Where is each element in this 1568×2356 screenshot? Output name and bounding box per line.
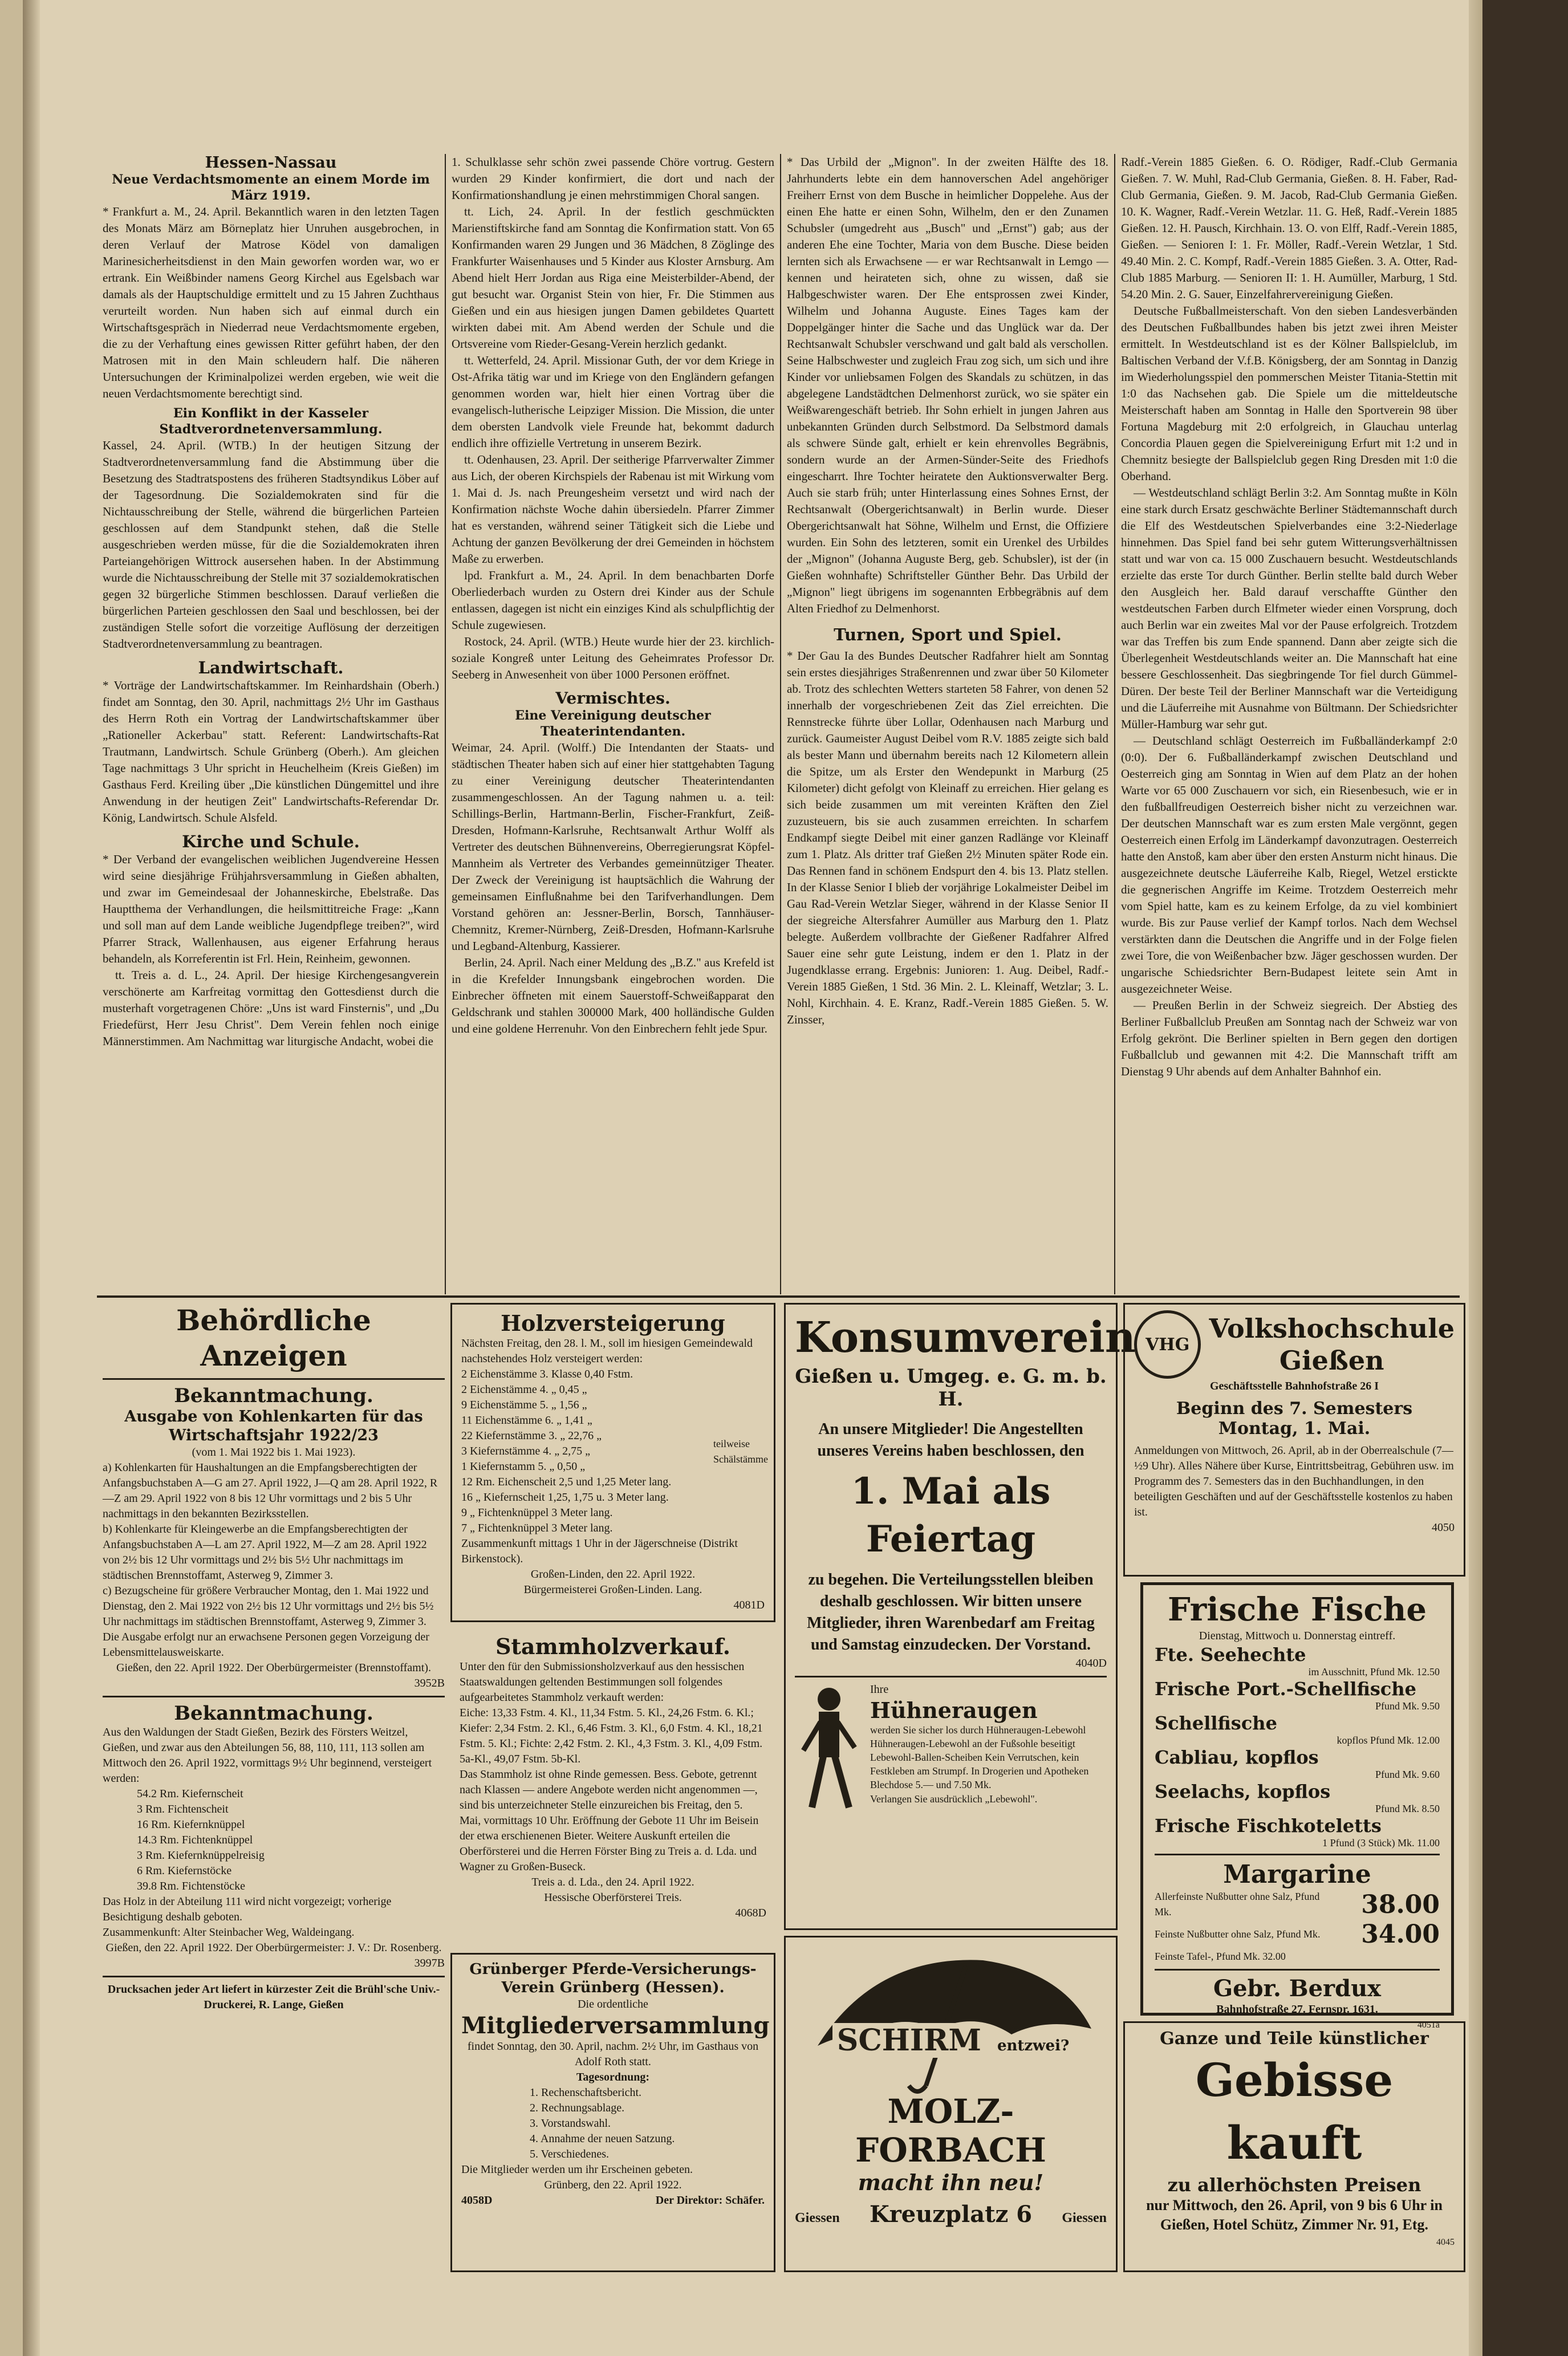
article-column-2 xyxy=(452,154,774,1294)
list-item: 54.2 Rm. Kiefernscheit xyxy=(137,1788,243,1800)
ad-days: Dienstag, Mittwoch u. Donnerstag eintreff. xyxy=(1199,1630,1396,1642)
ad-code: 4081D xyxy=(733,1599,765,1611)
timber-sale-ad xyxy=(450,1628,775,1947)
ad-paragraph: nur Mittwoch, den 26. April, von 9 bis 6 Uhr in Gießen, Hotel Schütz, Zimmer Nr. 91, Etg. xyxy=(1146,2197,1443,2233)
article-column-4 xyxy=(1121,154,1457,1294)
official-notices-ad xyxy=(103,1303,445,2266)
notice-paragraph: Die Ausgabe erfolgt nur an erwachsene Personen gegen Vorzeigung der Lebensmittelausweiskarte. xyxy=(103,1631,429,1659)
ad-address: Kreuzplatz 6 xyxy=(869,2201,1033,2228)
notice-paragraph: c) Bezugscheine für größere Verbraucher Montag, den 1. Mai 1922 und Dienstag, den 2. Mai 1922 von 2½ bis 12 Uhr vormittags und 2½ bis 5½ Uhr nachmittags im städtischen Brennstoffamt, Asterweg 9, Zimmer 3. xyxy=(103,1585,434,1628)
ad-big-text: 1. Mai als Feiertag xyxy=(851,1470,1051,1561)
ad-paragraph: Anmeldungen von Mittwoch, 26. April, ab in der Oberrealschule (7—½9 Uhr). Alles Nähere über Kurse, Eintrittsbeitrag, Gebühren usw. im Programm des 7. Semesters das in den Buchhandlungen, in den beteiligten Geschäften und auf der Geschäftsstelle kostenlos zu haben ist. xyxy=(1134,1444,1454,1518)
page-right-edge xyxy=(1469,0,1482,2356)
list-item: 3 Rm. Fichtenscheit xyxy=(137,1803,229,1815)
corn-remedy-ad xyxy=(795,1682,1107,1813)
fish-name: Frische Fischkoteletts xyxy=(1155,1815,1382,1837)
ad-paragraph: Das Stammholz ist ohne Rinde gemessen. Bess. Gebote, getrennt nach Klassen — andere Angebote werden nicht angenommen —, sind bis unterzeichneter Stelle einzureichen bis Freitag, den 5. Mai, vormittags 10 Uhr. Eröffnung der Gebote 11 Uhr im Beisein der etwa erschienenen Bieter. Weitere Auskunft erteilen die Oberförsterei und die Herren Förster Bing zu Treis a. d. Lda. und Wagner zu Großen-Buseck. xyxy=(460,1768,759,1873)
section-heading: Hessen-Nassau xyxy=(205,154,337,172)
notice-subheading: Ausgabe von Kohlenkarten für das Wirtschaftsjahr 1922/23 xyxy=(124,1408,423,1444)
page-fold-shadow xyxy=(23,0,40,2356)
fresh-fish-ad xyxy=(1140,1582,1454,2030)
notice-paragraph: Aus den Waldungen der Stadt Gießen, Bezirk des Försters Weitzel, Gießen, und zwar aus den Abteilungen 56, 88, 110, 111, 113 sollen am Mittwoch den 26. April 1922, vormittags 9½ Uhr beginnend, versteigert werden: xyxy=(103,1726,432,1785)
ad-signature: Grünberg, den 22. April 1922. xyxy=(544,2179,682,2191)
notice-period: (vom 1. Mai 1922 bis 1. Mai 1923). xyxy=(192,1446,356,1459)
ad-company: Gebr. Berdux xyxy=(1213,1975,1382,2002)
list-item: 7 „ Fichtenknüppel 3 Meter lang. xyxy=(461,1522,613,1534)
column-rule xyxy=(780,154,781,1294)
list-item: 3 Rm. Kiefernknüppelreisig xyxy=(137,1849,265,1862)
fish-price: Pfund Mk. 9.60 xyxy=(1375,1769,1440,1780)
list-item: 16 Rm. Kiefernknüppel xyxy=(137,1818,245,1831)
association-meeting-ad xyxy=(450,1953,775,2272)
price-value: 38.00 xyxy=(1361,1890,1440,1919)
article-paragraph: Berlin, 24. April. Nach einer Meldung des „B.Z." aus Krefeld ist in die Krefelder Innungsbank eingebrochen worden. Die Einbrecher öffneten mit einem Sauerstoff-Schweißapparat den Geldschrank und stahlen 300000 Mark, 400 holländische Gulden und eine goldene Herrenuhr. Von den Einbrechern fehlt jede Spur. xyxy=(452,956,774,1035)
ad-signature: Großen-Linden, den 22. April 1922. xyxy=(530,1568,696,1581)
ad-signature: Bürgermeisterei Großen-Linden. Lang. xyxy=(523,1583,702,1596)
ad-heading: Mitgliederversammlung xyxy=(461,2012,770,2039)
ad-signature: Treis a. d. Lda., den 24. April 1922. xyxy=(531,1876,694,1888)
price-label: Feinste Tafel-, Pfund Mk. 32.00 xyxy=(1155,1951,1286,1962)
walking-man-icon xyxy=(795,1682,863,1813)
ad-title: Holzversteigerung xyxy=(501,1310,725,1336)
list-item: 1 Kiefernstamm 5. „ 0,50 „ xyxy=(461,1460,586,1473)
article-paragraph: * Das Urbild der „Mignon". In der zweiten Hälfte des 18. Jahrhunderts lebte ein dem hannoverschen Adel angehöriger Freiherr Ernst von dem Busche in heimlicher Doppelehe. Aus der einen Ehe hatte er einen Sohn, Wilhelm, den er den Zunamen Schubsler (umgedreht aus „Busch" und „Ernst") gab; aus der anderen Ehe eine Tochter, Maria von dem Busche. Diese beiden lernten sich als Erwachsene — er war Rechtsanwalt in Lemgo — kennen und heirateten sich, ohne zu wissen, daß sie Halbgeschwister waren. Der Ehe entsprossen zwei Kinder, Wilhelm und Johanna Auguste. Eines Tages kam der Doppelgänger hinter die Sache und das Unglück war da. Der Rechtsanwalt Schubsler verschwand und galt bald als verschollen. Seine Halbschwester und zugleich Frau zog sich, um sich und ihre Kinder vor unliebsamen Folgen des Skandals zu schützen, in das abgelegene Landstädtchen Delmenhorst zurück, wo sie später ein Weißwarengeschäft betrieb. Ihr Sohn erhielt in jungen Jahren aus unbekannten Gründen durch Selbstmord. Da Selbstmord damals als schwere Sünde galt, erhielt er kein ehrenvolles Begräbnis, sondern wurde an der Armen-Sünder-Seite des Friedhofs eingescharrt. Ihre Tochter heiratete den Auktionsverwalter Berg. Auch sie starb früh; unter Hinterlassung eines Sohnes Ernst, der Rechtsanwalt (Obergerichtsanwalt) in Berlin wurde. Dieser Obergerichtsanwalt hat Söhne, Wilhelm und Ernst, die Offiziere wurden. Ein Sohn des letzteren, somit ein Urenkel des Urbildes der „Mignon" (Johanna Auguste Berg, geb. Schubsler), ist der (in Gießen wohnhafte) Schriftsteller Günther Behr. Das Urbild der „Mignon" liegt übrigens im sogenannten Erbbegräbnis auf dem Alten Friedhof zu Delmenhorst. xyxy=(787,155,1108,615)
article-headline: Ein Konflikt in der Kasseler Stadtverordnetenversammlung. xyxy=(159,406,383,437)
article-column-1 xyxy=(103,154,439,1294)
notice-heading: Bekanntmachung. xyxy=(174,1702,373,1725)
ad-title: Frische Fische xyxy=(1167,1591,1427,1628)
ad-signature: Der Direktor: Schäfer. xyxy=(655,2194,765,2207)
notice-heading: Bekanntmachung. xyxy=(174,1384,373,1407)
list-item: 9 Eichenstämme 5. „ 1,56 „ xyxy=(461,1399,587,1411)
list-item: 2. Rechnungsablage. xyxy=(530,2102,625,2114)
ad-code: 4045 xyxy=(1436,2237,1455,2247)
ad-subtitle: zu allerhöchsten Preisen xyxy=(1167,2174,1421,2196)
ad-subtitle: Die ordentliche xyxy=(578,1998,648,2010)
list-item: 14.3 Rm. Fichtenknüppel xyxy=(137,1834,253,1846)
list-item: 3 Kiefernstämme 4. „ 2,75 „ xyxy=(461,1445,591,1457)
list-item: 2 Eichenstämme 4. „ 0,45 „ xyxy=(461,1383,587,1396)
margarine-heading: Margarine xyxy=(1223,1860,1371,1889)
ad-code: 4068D xyxy=(735,1907,766,1919)
printer-footer: Drucksachen jeder Art liefert in kürzester Zeit die Brühl'sche Univ.-Druckerei, R. Lange, Gießen xyxy=(107,1983,440,2011)
list-item: 16 „ Kiefernscheit 1,25, 1,75 u. 3 Meter lang. xyxy=(461,1491,669,1504)
fish-name: Cabliau, kopflos xyxy=(1155,1746,1319,1768)
list-item: 5. Verschiedenes. xyxy=(530,2148,610,2160)
adult-school-ad xyxy=(1123,1303,1465,1577)
fish-name: Schellfische xyxy=(1155,1712,1277,1734)
notice-paragraph: Das Holz in der Abteilung 111 wird nicht vorgezeigt; vorherige Besichtigung deshalb geboten. xyxy=(103,1895,392,1923)
price-label: Feinste Nußbutter ohne Salz, Pfund Mk. xyxy=(1155,1928,1321,1940)
ad-city: Giessen xyxy=(1062,2211,1107,2225)
article-paragraph: — Deutschland schlägt Oesterreich im Fußballänderkampf 2:0 (0:0). Der 6. Fußballänderkampf zwischen Deutschland und Oesterreich ging am Sonntag in Wien auf dem Platz an der hohen Warte vor 65 000 Zuschauern vor sich, ein Riesenbesuch, wie er in den fußballfreudigen Oesterreich bisher nicht zu verzeichnen war. Der deutschen Mannschaft war es zum ersten Male vergönnt, gegen Oesterreich einen Erfolg im Länderkampf davonzutragen. Oesterreich hatte den Anstoß, kam aber über den ersten Ansturm nicht hinaus. Die ausgezeichnete deutsche Läuferreihe Kalb, Riegel, Wetzel erstickte die gegnerischen Angriffe im Keime. Trotzdem Oesterreich mehr vom Spiel hatte, kam es zu keinem Erfolge, da zu viel kombiniert wurde. Bis zur Pause verlief der Kampf torlos. Nach dem Wechsel verstärkten dann die Deutschen die Angriffe und in der Folge fielen zwei Tore, die von Weißenbacher bzw. Jäger geschossen wurden. Der ungarische Schiedsrichter Bern-Budapest leitete sein Amt in ausgezeichneter Weise. xyxy=(1121,734,1457,996)
section-heading: Kirche und Schule. xyxy=(182,832,360,851)
ad-title: Stammholzverkauf. xyxy=(495,1634,731,1659)
fish-name: Fte. Seehechte xyxy=(1155,1644,1306,1666)
list-item: 22 Kiefernstämme 3. „ 22,76 „ xyxy=(461,1429,602,1442)
fish-name: Seelachs, kopflos xyxy=(1155,1781,1331,1802)
article-paragraph: lpd. Frankfurt a. M., 24. April. In dem benachbarten Dorfe Oberliederbach wurden zu Ostern drei Kinder aus der Schule entlassen, dagegen ist nicht ein einziges Kind als schulpflichtig der Schule zugewiesen. xyxy=(452,568,774,632)
article-column-3 xyxy=(787,154,1108,1294)
ad-heading: Beginn des 7. Semesters Montag, 1. Mai. xyxy=(1176,1399,1413,1439)
ad-code: 4040D xyxy=(1075,1657,1107,1669)
list-item: 3. Vorstandswahl. xyxy=(530,2117,611,2130)
article-paragraph: * Frankfurt a. M., 24. April. Bekanntlich waren in den letzten Tagen des Monats März am Börneplatz hier Unruhen ausgebrochen, in deren Verlauf der Matrose Ködel von damaligen Marinesicherheitsdienst in den Main geworfen worden war, wo er ertrank. Ein Weißbinder namens Georg Kirchel aus Egelsbach war damals als der Hauptschuldige ermittelt und zu 15 Jahren Zuchthaus verurteilt worden. Nun haben sich auf einmal durch ein Wirtschaftsgespräch in Niederrad neue Verdachtsmomente ergeben, die zu der Verhaftung eines gewissen Ritter geführt haben, der den Matrosen mit in den Main schleudern half. Die näheren Untersuchungen der Kriminalpolizei werden ergeben, wie weit die neuen Verdachtsmomente berechtigt sind. xyxy=(103,205,439,400)
ad-office: Geschäftsstelle Bahnhofstraße 26 I xyxy=(1209,1380,1379,1392)
ad-subtitle: Gießen u. Umgeg. e. G. m. b. H. xyxy=(795,1365,1107,1411)
ad-meeting: Zusammenkunft mittags 1 Uhr in der Jägerschneise (Distrikt Birkenstock). xyxy=(461,1537,738,1565)
article-paragraph: tt. Odenhausen, 23. April. Der seitherige Pfarrverwalter Zimmer aus Lich, der oberen Kirchspiels der Rabenau ist mit Wirkung vom 1. Mai d. Js. nach Preungesheim versetzt und wird nach der Konfirmation nächste Woche dahin übersiedeln. Pfarrer Zimmer hat es verstanden, während seiner Tätigkeit sich die Liebe und Achtung der ganzen Bevölkerung der drei Gemeinden in höchstem Maße zu erwerben. xyxy=(452,453,774,566)
ad-signature: Hessische Oberförsterei Treis. xyxy=(544,1891,682,1904)
ad-keyword: SCHIRM xyxy=(832,2023,986,2058)
ads-divider xyxy=(97,1295,1460,1298)
ad-paragraph: Eiche: 13,33 Fstm. 4. Kl., 11,34 Fstm. 5. Kl., 24,26 Fstm. 6. Kl.; Kiefer: 2,34 Fstm. 2. Kl., 6,46 Fstm. 3. Kl., 6,0 Fstm. 4. Kl., 18,21 Fstm. 5. Kl.; Fichte: 2,42 Fstm. 2. Kl., 4,3 Fstm. 3. Kl., 4,09 Fstm. 5a-Kl., 49,07 Fstm. 5b-Kl. xyxy=(460,1707,763,1765)
list-item: 9 „ Fichtenknüppel 3 Meter lang. xyxy=(461,1506,613,1519)
ad-title: Hühneraugen xyxy=(870,1697,1038,1723)
umbrella-repair-ad xyxy=(784,1936,1118,2272)
article-paragraph: Radf.-Verein 1885 Gießen. 6. O. Rödiger, Radf.-Club Germania Gießen. 7. W. Muhl, Rad-Club Germania, Gießen. 8. H. Faber, Rad-Club Germania, Gießen. 9. M. Jacob, Rad-Club Germania Gießen. 10. K. Wagner, Radf.-Verein Wetzlar. 11. G. Heß, Radf.-Verein 1885 Gießen. 12. H. Pausch, Kirchhain. 13. O. von Elff, Radf.-Verein 1885, Gießen. — Senioren I: 1. Fr. Möller, Radf.-Verein Wetzlar, 1 Std. 49.40 Min. 2. C. Kompf, Radf.-Verein 1885 Gießen. 3. A. Otter, Rad-Club 1885 Marburg. — Senioren II: 1. H. Aumüller, Marburg, 1 Std. 54.20 Min. 2. G. Sauer, Einzelfahrervereinigung Gießen. xyxy=(1121,155,1457,301)
article-paragraph: tt. Treis a. d. L., 24. April. Der hiesige Kirchengesangverein verschönerte am Karfreitag vormittag den Gottesdienst durch die musterhaft vorgetragenen Chöre: „Uns ist ward Finsternis", und „Du Friedefürst, Herr Jesu Christ". Dem Verein fehlen noch einige Männerstimmen. Am Nachmittag war liturgische Andacht, wobei die xyxy=(103,968,439,1048)
article-paragraph: 1. Schulklasse sehr schön zwei passende Chöre vortrug. Gestern wurden 29 Kinder konfirmiert, die dort und nach der Konfirmationshandlung je einen mehrstimmigen Choral sangen. xyxy=(452,155,774,202)
ad-lead: Ihre xyxy=(870,1683,889,1696)
ad-title: Volkshochschule Gießen xyxy=(1209,1313,1455,1376)
column-rule xyxy=(445,154,446,1294)
notice-paragraph: Zusammenkunft: Alter Steinbacher Weg, Waldeingang. xyxy=(103,1926,355,1939)
list-item: 6 Rm. Kiefernstöcke xyxy=(137,1865,232,1877)
ad-code: 4058D xyxy=(461,2194,493,2207)
list-item: 1. Rechenschaftsbericht. xyxy=(530,2086,642,2099)
fish-price: Pfund Mk. 9.50 xyxy=(1375,1700,1440,1712)
fish-price: Pfund Mk. 8.50 xyxy=(1375,1803,1440,1814)
article-paragraph: * Der Verband der evangelischen weiblichen Jugendvereine Hessen wird seine diesjährige Frühjahrsversammlung in Gießen abhalten, und zwar im Gemeindesaal der Johanneskirche, Ebelstraße. Das Hauptthema der Verhandlungen, die heilsmittitreiche Frage: „Kann und soll man auf dem Lande weibliche Jugendpflege treiben?", wird Pfarrer Strack, Wallenhausen, aus eigener Erfahrung heraus behandeln, als Korreferentin ist Frl. Hein, Reinheim, gewonnen. xyxy=(103,852,439,965)
list-item: 2 Eichenstämme 3. Klasse 0,40 Fstm. xyxy=(461,1368,633,1380)
article-headline: Eine Vereinigung deutscher Theaterintendanten. xyxy=(515,708,711,739)
ad-code: 4051a xyxy=(1417,2020,1440,2030)
wood-list xyxy=(103,1786,445,1894)
article-paragraph: * Vorträge der Landwirtschaftskammer. Im Reinhardshain (Oberh.) findet am Sonntag, den 30. April, nachmittags 2½ Uhr im Gasthaus des Herrn Roth ein Vortrag der Landwirtschaftskammer über „Rationeller Ackerbau" statt. Referent: Landwirtschafts-Rat Trautmann, Landwirtsch. Schule Grünberg (Oberh.). Am gleichen Tage nachmittags 3 Uhr spricht in Heuchelheim (Kreis Gießen) im Gasthaus Ferd. Kreiling über „Die künstlichen Düngemittel und ihre Anwendung in der heutigen Zeit" Landwirtschafts-Referendar Dr. König, Landwirtsch. Schule Alsfeld. xyxy=(103,679,439,824)
ad-city: Giessen xyxy=(795,2211,840,2225)
dentures-buyer-ad xyxy=(1123,2021,1465,2272)
ad-paragraph: Unter den für den Submissionsholzverkauf aus den hessischen Staatswaldungen geltenden Bestimmungen soll folgendes aufgearbeitetes Stammholz verkauft werden: xyxy=(460,1660,745,1704)
agenda-list xyxy=(461,2085,765,2162)
ad-slogan: macht ihn neu! xyxy=(858,2170,1044,2195)
ad-paragraph: Die Mitglieder werden um ihr Erscheinen gebeten. xyxy=(461,2163,693,2176)
column-rule xyxy=(1114,154,1115,1294)
newspaper-page xyxy=(23,0,1482,2356)
notice-signature: Gießen, den 22. April 1922. Der Oberbürgermeister (Brennstoffamt). xyxy=(116,1662,431,1674)
ad-intro: Nächsten Freitag, den 28. l. M., soll im hiesigen Gemeindewald nachstehendes Holz versteigert werden: xyxy=(461,1337,753,1365)
ad-title: Grünberger Pferde-Versicherungs-Verein Grünberg (Hessen). xyxy=(469,1961,757,1996)
section-heading: Turnen, Sport und Spiel. xyxy=(834,625,1062,644)
fish-price: 1 Pfund (3 Stück) Mk. 11.00 xyxy=(1322,1837,1440,1849)
ad-lead: Ganze und Teile künstlicher xyxy=(1160,2029,1429,2049)
article-paragraph: — Preußen Berlin in der Schweiz siegreich. Der Abstieg des Berliner Fußballclub Preußen am Sonntag nach der Schweiz war von Erfolg gekrönt. Die Berliner spielten in Bern gegen den dortigen Fußballclub und gewannen mit 4:2. Die Mannschaft trifft am Dienstag 9 Uhr abends auf dem Anhalter Bahnhof ein. xyxy=(1121,998,1457,1078)
ad-paragraph: Verlangen Sie ausdrücklich „Lebewohl". xyxy=(870,1793,1038,1805)
article-headline: Neue Verdachtsmomente an einem Morde im März 1919. xyxy=(112,172,430,203)
article-paragraph: Weimar, 24. April. (Wolff.) Die Intendanten der Staats- und städtischen Theater haben sich auf einer hier stattgehabten Tagung zu einer Vereinigung deutscher Theaterintendanten zusammengeschlossen. An der Tagung nahmen u. a. teil: Schillings-Berlin, Hartmann-Berlin, Fischer-Frankfurt, Zeiß-Dresden, Hofmann-Karlsruhe, Rechtsanwalt Arthur Wolff als Vertreter des deutschen Bühnenvereins, Oberregierungsrat Köpfel-Mannheim als Vertreter des Verbandes gemeinnütziger Theater. Der Zweck der Vereinigung ist hauptsächlich die Wahrung der gemeinsamen Einflußnahme bei den Tarifverhandlungen. Dem Vorstand gehören an: Jessner-Berlin, Borsch, Tannhäuser-Chemnitz, Kremer-Nürnberg, Zeiß-Dresden, Hofmann-Karlsruhe und Legband-Altenburg, Kassierer. xyxy=(452,741,774,953)
article-paragraph: tt. Lich, 24. April. In der festlich geschmückten Marienstiftskirche fand am Sonntag die Konfirmation statt. Von 65 Konfirmanden waren 29 Jungen und 36 Mädchen, 8 Zöglinge des Frankfurter Waisenhauses und 5 Kinder aus Kloster Arnsburg. Am Abend hielt Herr Jordan aus Riga eine Meisterbilder-Abend, der gut besucht war. Organist Stein von hier, Fr. Die Stimmen aus Gießen und ein aus hiesigen jungen Damen gebildetes Quartett wirkten dabei mit. Am Abend werden der Schule und die Ortsvereine vom Rieder-Gesang-Verein herzlich gedankt. xyxy=(452,205,774,351)
notice-code: 3952B xyxy=(414,1677,445,1689)
article-paragraph: tt. Wetterfeld, 24. April. Missionar Guth, der vor dem Kriege in Ost-Afrika tätig war und im Kriege von den Engländern gefangen genommen worden war, hielt hier einen Vortrag über die evangelisch-lutherische Leipziger Mission. Die Mission, die unter dem obersten Landvolk viele Freunde hat, bekommt dadurch endlich ihre offizielle Vertretung in unserem Bezirk. xyxy=(452,354,774,450)
note: teilweise Schälstämme xyxy=(713,1437,768,1465)
list-item: 4. Annahme der neuen Satzung. xyxy=(530,2132,675,2145)
list-item: 11 Eichenstämme 6. „ 1,41 „ xyxy=(461,1414,592,1427)
article-paragraph: Kassel, 24. April. (WTB.) In der heutigen Sitzung der Stadtverordnetenversammlung fand die Abstimmung über die Besetzung des Stadtratspostens des früheren Stadtsyndikus Löber auf der Tagesordnung. Die Sozialdemokraten sind für die Nichtausschreibung der Stelle, während die bürgerlichen Parteien geschlossen auf dem Standpunkt stehen, daß die Stelle ausgeschrieben werden müsse, für die die Sozialdemokraten ihren Parteiangehörigen Wittrock ausersehen haben. In der Abstimmung wurde die Nichtausschreibung der Stelle mit 37 sozialdemokratischen gegen 32 bürgerliche Stimmen beschlossen. Darauf verließen die bürgerlichen Parteien geschlossen den Saal und beschlossen, bei der zuständigen Stelle sofort die vorzeitige Auflösung der derzeitigen Stadtverordnetenversammlung zu beantragen. xyxy=(103,438,439,651)
notice-code: 3997B xyxy=(414,1957,445,1969)
wood-items xyxy=(461,1367,768,1536)
ad-title: Behördliche Anzeigen xyxy=(176,1303,371,1372)
ad-paragraph: werden Sie sicher los durch Hühneraugen-Lebewohl Hühneraugen-Lebewohl an der Fußsohle beseitigt Lebewohl-Ballen-Scheiben Kein Verrutschen, kein Festkleben am Strumpf. In Drogerien und Apotheken Blechdose 5.— und 7.50 Mk. xyxy=(870,1724,1089,1790)
ad-paragraph: zu begehen. Die Verteilungsstellen bleiben deshalb geschlossen. Wir bitten unsere Mitglieder, ihren Warenbedarf am Freitag und Samstag einzudecken. Der Vorstand. xyxy=(807,1571,1095,1654)
fish-name: Frische Port.-Schellfische xyxy=(1155,1678,1416,1700)
ad-paragraph: An unsere Mitglieder! Die Angestellten unseres Vereins haben beschlossen, den xyxy=(817,1420,1084,1460)
article-paragraph: — Westdeutschland schlägt Berlin 3:2. Am Sonntag mußte in Köln eine stark durch Ersatz geschwächte Berliner Städtemannschaft durch die Elf des Westdeutschen Spielverbandes eine 3:2-Niederlage hinnehmen. Das Spiel fand bei sehr gutem Witterungsverhältnissen statt und war von ca. 15 000 Zuschauern besucht. Westdeutschlands erzielte das erste Tor durch Günther. Berlin stellte bald durch Weber den Ausgleich her. Bald darauf verschaffte Günther den westdeutschen Farben durch Elfmeter wieder einen Vorsprung, doch auch Berlin war ein zweites Mal vor der Pause erfolgreich. Trotzdem war das Treffen bis zum Ende spannend. Dann aber zeigte sich die Überlegenheit Westdeutschlands weiter an. Die Mannschaft hat eine bessere Geschlossenheit. Das siegbringende Tor fiel durch Gümmel-Düren. Der beste Teil der Berliner Mannschaft war die Verteidigung und die Läuferreihe mit Ausnahme von Bültmann. Der Schiedsrichter Müller-Hamburg war sehr gut. xyxy=(1121,486,1457,731)
ad-paragraph: findet Sonntag, den 30. April, nachm. 2½ Uhr, im Gasthaus von Adolf Roth statt. xyxy=(467,2040,759,2068)
fish-price: kopflos Pfund Mk. 12.00 xyxy=(1337,1734,1440,1746)
agenda-title: Tagesordnung: xyxy=(576,2071,650,2083)
notice-paragraph: a) Kohlenkarten für Haushaltungen an die Empfangsberechtigten der Anfangsbuchstaben A—G am 27. April 1922, J—Q am 28. April 1922, R—Z am 29. April 1922 von 8 bis 12 Uhr vormittags und 2 bis 5 Uhr nachmittags in den bekannten Bezirksstellen. xyxy=(103,1461,438,1520)
ad-address: Bahnhofstraße 27. Fernspr. 1631. xyxy=(1216,2003,1378,2016)
price-label: Allerfeinste Nußbutter ohne Salz, Pfund Mk. xyxy=(1155,1891,1320,1918)
article-paragraph: Deutsche Fußballmeisterschaft. Von den sieben Landesverbänden des Deutschen Fußballbundes haben bis jetzt zwei ihren Meister ermittelt. In Westdeutschland ist es der Kölner Ballspielclub, im Baltischen Verband der V.f.B. Königsberg, der am Sonntag in Danzig im Wiederholungsspiel den pommerschen Meister Titania-Stettin mit 1:0 das Nachsehen gab. Die Spiele um die mitteldeutsche Meisterschaft haben am Sonntag in Halle den Sportverein 98 über Fortuna Magdeburg mit 2:0 erfolgreich, in Glauchau unterlag Concordia Plauen gegen die Spielvereinigung Erfurt mit 1:2 und in Chemnitz besiegte der Ballspielclub gegen Ring Dresden mit 1:0 die Oberhand. xyxy=(1121,304,1457,483)
ad-question: entzwei? xyxy=(997,2037,1070,2054)
school-logo-icon: VHG xyxy=(1134,1310,1201,1379)
wood-auction-ad xyxy=(450,1303,775,1622)
adjacent-page-edge xyxy=(0,0,23,2356)
ad-company: MOLZ-FORBACH xyxy=(855,2092,1046,2170)
notice-paragraph: b) Kohlenkarte für Kleingewerbe an die Empfangsberechtigten der Anfangsbuchstaben A—L am 27. April 1922, M—Z am 28. April 1922 von 2½ bis 12 Uhr vormittags und 2½ bis 5½ Uhr nachmittags im städtischen Brennstoffamt, Asterweg 9, Zimmer 3. xyxy=(103,1523,427,1582)
price-value: 34.00 xyxy=(1361,1920,1440,1949)
fish-price-list xyxy=(1155,1644,1440,1849)
section-heading: Vermischtes. xyxy=(555,689,671,708)
consumer-coop-ad xyxy=(784,1303,1136,1930)
ad-code: 4050 xyxy=(1432,1521,1455,1534)
list-item: 12 Rm. Eichenscheit 2,5 und 1,25 Meter lang. xyxy=(461,1476,672,1488)
fish-price: im Ausschnitt, Pfund Mk. 12.50 xyxy=(1308,1666,1440,1677)
ad-title: Konsumverein xyxy=(795,1313,1136,1362)
section-heading: Landwirtschaft. xyxy=(198,658,344,677)
article-paragraph: * Der Gau Ia des Bundes Deutscher Radfahrer hielt am Sonntag sein erstes diesjähriges Straßenrennen und zwar über 50 Kilometer ab. Trotz des schlechten Wetters starteten 58 Fahrer, von denen 52 innerhalb der vorgeschriebenen Zeit das Ziel erreichten. Die Rennstrecke führte über Lollar, Odenhausen nach Marburg und zurück. Gaumeister August Deibel vom R.V. 1885 zeigte sich bald als bester Mann und übernahm bereits nach 12 Kilometern allein die Spitze, um als Erster den Wendepunkt in Marburg (25 Kilometer) dicht gefolgt von Kleinaff zu erreichen. Hier gelang es sich beide zusammen um mit vereinten Kräften den Ziel zuzusteuern, bis sie auch zusammen erreichten. In scharfem Endkampf siegte Deibel mit einer ganzen Radlänge vor Kleinaff zum 1. Platz. Als dritter traf Gießen 2½ Minuten später Rode ein. Das Rennen fand in schönem Endspurt den 4. bis 13. Platz stellen. In der Klasse Senior I blieb der vorjährige Lokalmeister Deibel im Gau Rad-Verein Wetzlar Sieger, während in der Klasse Senior II der siegreiche Altersfahrer Aumüller aus Marburg den 1. Platz belegte. Außerdem vollbrachte der Gießener Radfahrer Alfred Sauer eine sehr gute Leistung, indem er den 1. Platz in der Jugendklasse errang. Ergebnis: Junioren: 1. Aug. Deibel, Radf.-Verein 1885 Gießen, 1 Std. 36 Min. 2. L. Kleinaff, Wetzlar; 3. L. Nohl, Kirchhain. 4. E. Kranz, Radf.-Verein 1885 Gießen. 5. W. Zinsser, xyxy=(787,649,1108,1026)
umbrella-icon xyxy=(795,1943,1108,2091)
article-paragraph: Rostock, 24. April. (WTB.) Heute wurde hier der 23. kirchlich-soziale Kongreß unter Leitung des Geheimrates Professor Dr. Seeberg in Anwesenheit von über 1000 Personen eröffnet. xyxy=(452,635,774,681)
list-item: 39.8 Rm. Fichtenstöcke xyxy=(137,1880,245,1892)
ad-big-text: Gebisse kauft xyxy=(1195,2053,1394,2170)
notice-signature: Gießen, den 22. April 1922. Der Oberbürgermeister: J. V.: Dr. Rosenberg. xyxy=(105,1941,442,1954)
